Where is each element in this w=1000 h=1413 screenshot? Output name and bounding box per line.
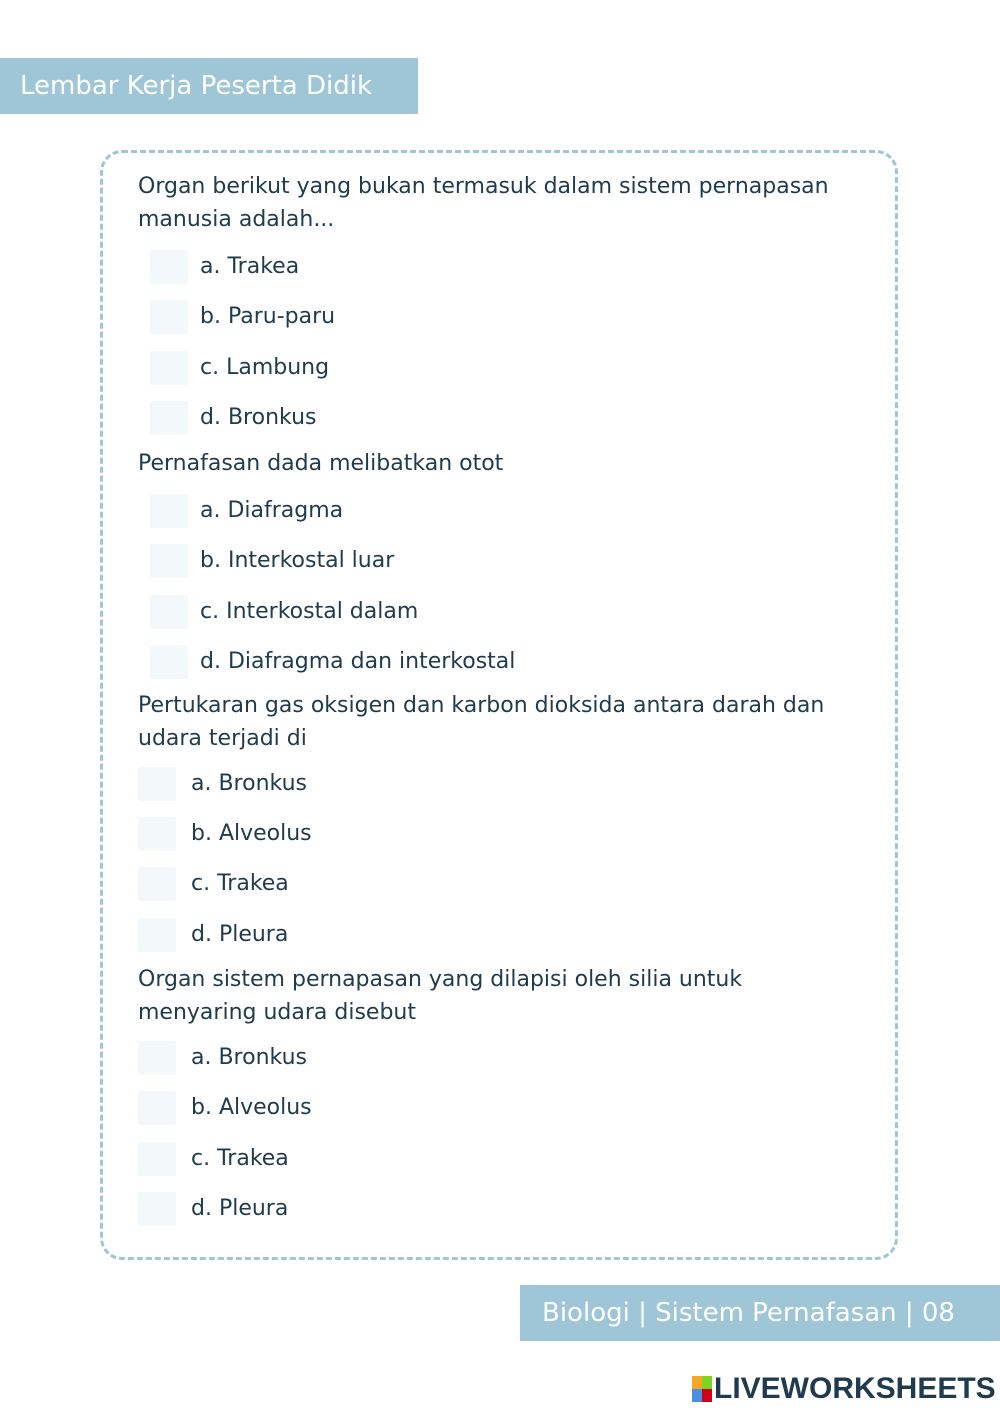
answer-checkbox[interactable] xyxy=(138,1091,176,1125)
brand-name: LIVEWORKSHEETS xyxy=(714,1372,996,1405)
option-label: b. Alveolus xyxy=(191,821,312,846)
worksheet-header-banner: Lembar Kerja Peserta Didik xyxy=(0,58,418,114)
option-label: c. Trakea xyxy=(191,871,289,896)
liveworksheets-brand xyxy=(692,1373,996,1405)
option-label: b. Interkostal luar xyxy=(200,548,395,573)
logo-tile-1 xyxy=(692,1376,702,1389)
answer-checkbox[interactable] xyxy=(138,867,176,901)
question-3-text: Pertukaran gas oksigen dan karbon dioksida antara darah dan udara terjadi di xyxy=(138,693,825,751)
option-label: d. Pleura xyxy=(191,1196,289,1221)
option-label: a. Bronkus xyxy=(191,771,307,796)
logo-tile-3 xyxy=(692,1389,702,1402)
liveworksheets-logo-icon xyxy=(692,1376,712,1402)
answer-checkbox[interactable] xyxy=(150,401,188,435)
page-footer-banner: Biologi | Sistem Pernafasan | 08 xyxy=(520,1285,1000,1341)
answer-checkbox[interactable] xyxy=(150,300,188,334)
option-label: d. Bronkus xyxy=(200,405,317,430)
answer-checkbox[interactable] xyxy=(150,250,188,284)
question-4-text: Organ sistem pernapasan yang dilapisi oleh silia untuk menyaring udara disebut xyxy=(138,967,743,1025)
logo-tile-4 xyxy=(702,1389,712,1402)
option-label: d. Diafragma dan interkostal xyxy=(200,649,516,674)
option-label: d. Pleura xyxy=(191,922,289,947)
answer-checkbox[interactable] xyxy=(150,351,188,385)
answer-checkbox[interactable] xyxy=(150,544,188,578)
logo-tile-2 xyxy=(702,1376,712,1389)
option-label: b. Alveolus xyxy=(191,1095,312,1120)
answer-checkbox[interactable] xyxy=(138,767,176,801)
option-label: c. Interkostal dalam xyxy=(200,599,419,624)
question-2-text: Pernafasan dada melibatkan otot xyxy=(138,451,504,476)
option-label: c. Trakea xyxy=(191,1146,289,1171)
option-label: a. Diafragma xyxy=(200,498,344,523)
option-label: b. Paru-paru xyxy=(200,304,336,329)
answer-checkbox[interactable] xyxy=(138,1142,176,1176)
option-label: a. Trakea xyxy=(200,254,300,279)
answer-checkbox[interactable] xyxy=(150,645,188,679)
answer-checkbox[interactable] xyxy=(138,918,176,952)
answer-checkbox[interactable] xyxy=(150,494,188,528)
question-1-text: Organ berikut yang bukan termasuk dalam sistem pernapasan manusia adalah... xyxy=(138,174,829,232)
answer-checkbox[interactable] xyxy=(138,1041,176,1075)
option-label: c. Lambung xyxy=(200,355,330,380)
option-label: a. Bronkus xyxy=(191,1045,307,1070)
answer-checkbox[interactable] xyxy=(150,595,188,629)
answer-checkbox[interactable] xyxy=(138,817,176,851)
answer-checkbox[interactable] xyxy=(138,1192,176,1226)
